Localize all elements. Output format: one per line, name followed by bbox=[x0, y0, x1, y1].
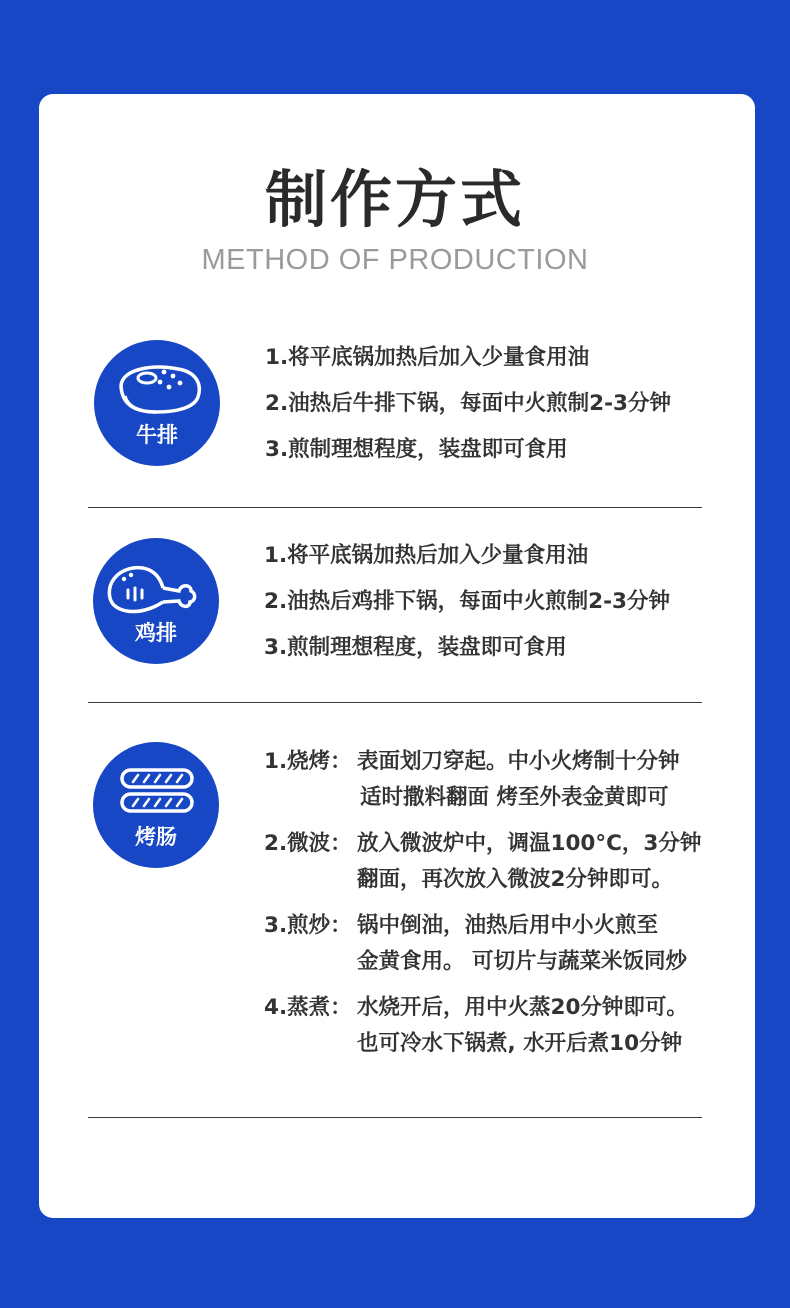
page-subtitle: METHOD OF PRODUCTION bbox=[201, 244, 589, 276]
chicken-badge bbox=[93, 538, 219, 664]
chicken-step-1: 1.将平底锅加热后加入少量食用油 bbox=[264, 543, 589, 568]
method-fry-line-1: 锅中倒油，油热后用中小火煎至 bbox=[357, 913, 659, 938]
section-divider bbox=[88, 702, 702, 703]
sausage-label: 烤肠 bbox=[135, 825, 177, 849]
method-fry-line-2: 金黄食用。 可切片与蔬菜米饭同炒 bbox=[357, 949, 687, 974]
method-boil-line-2: 也可冷水下锅煮, 水开后煮10分钟 bbox=[357, 1031, 683, 1056]
method-grill-line-2: 适时撒料翻面 烤至外表金黄即可 bbox=[360, 785, 669, 810]
steak-step-3: 3.煎制理想程度，装盘即可食用 bbox=[265, 437, 568, 462]
method-label-grill: 1.烧烤： bbox=[264, 749, 352, 774]
method-microwave-line-1: 放入微波炉中，调温100°C，3分钟 bbox=[357, 831, 702, 856]
method-label-boil: 4.蒸煮： bbox=[264, 995, 352, 1020]
method-grill-line-1: 表面划刀穿起。中小火烤制十分钟 bbox=[357, 749, 680, 774]
steak-label: 牛排 bbox=[136, 423, 178, 447]
section-divider bbox=[88, 507, 702, 508]
page-title: 制作方式 bbox=[264, 163, 525, 236]
steak-step-2: 2.油热后牛排下锅，每面中火煎制2-3分钟 bbox=[265, 391, 671, 416]
method-label-fry: 3.煎炒： bbox=[264, 913, 352, 938]
chicken-label: 鸡排 bbox=[135, 621, 177, 645]
sausage-badge bbox=[93, 742, 219, 868]
chicken-step-2: 2.油热后鸡排下锅，每面中火煎制2-3分钟 bbox=[264, 589, 670, 614]
steak-step-1: 1.将平底锅加热后加入少量食用油 bbox=[265, 345, 590, 370]
chicken-step-3: 3.煎制理想程度，装盘即可食用 bbox=[264, 635, 567, 660]
method-boil-line-1: 水烧开后，用中火蒸20分钟即可。 bbox=[357, 995, 688, 1020]
section-divider bbox=[88, 1117, 702, 1118]
steak-badge bbox=[94, 340, 220, 466]
method-label-microwave: 2.微波： bbox=[264, 831, 352, 856]
method-microwave-line-2: 翻面，再次放入微波2分钟即可。 bbox=[357, 867, 673, 892]
